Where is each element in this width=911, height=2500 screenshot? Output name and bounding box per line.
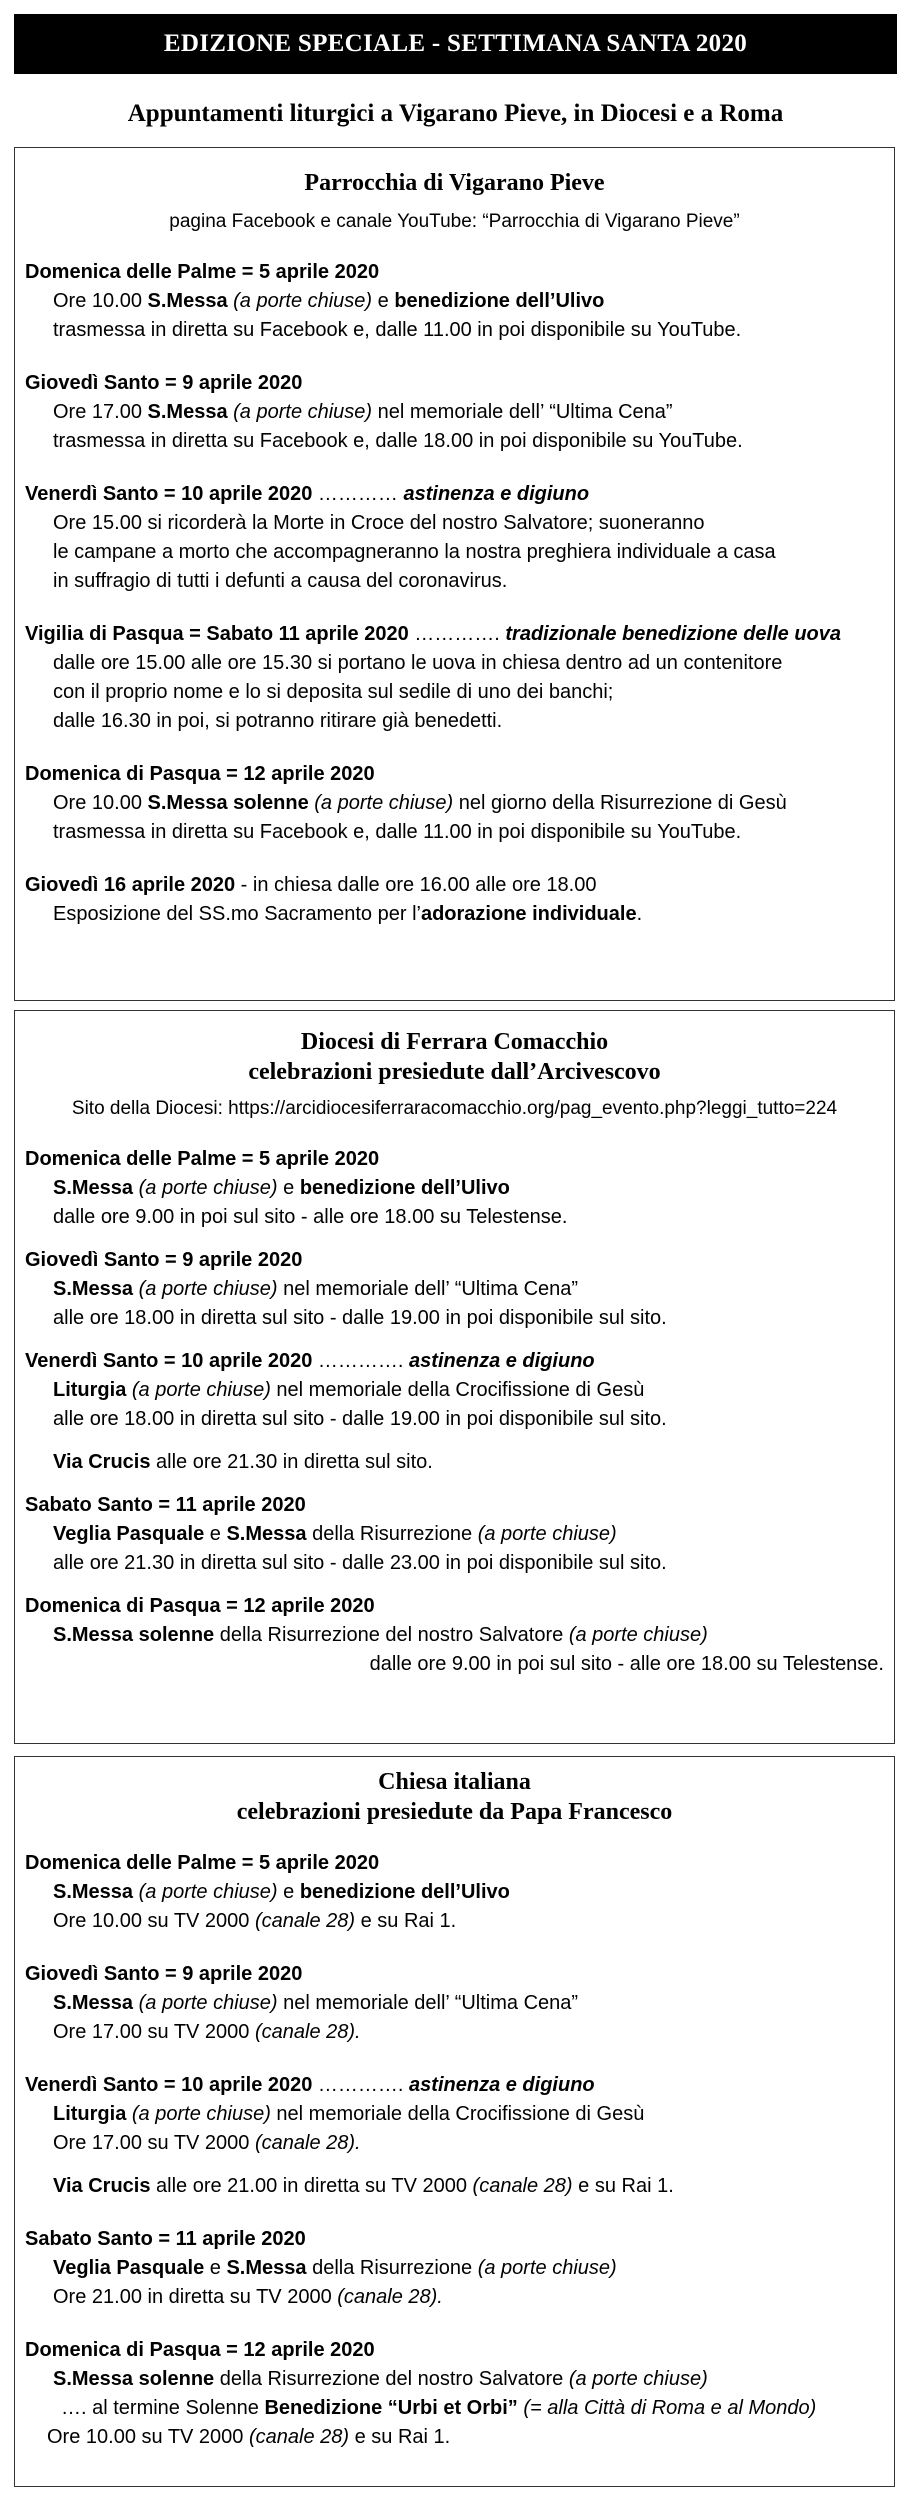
event-date: Venerdì Santo = 10 aprile 2020 …………. astinenza e digiuno	[25, 1350, 595, 1372]
event-detail: S.Messa solenne della Risurrezione del nostro Salvatore (a porte chiuse)	[53, 1624, 708, 1646]
parish-title: Parrocchia di Vigarano Pieve	[304, 170, 605, 196]
parish-event-holy-thursday	[15, 369, 894, 456]
event-date: Venerdì Santo = 10 aprile 2020 …………. astinenza e digiuno	[25, 2074, 595, 2096]
diocese-event-holy-thursday	[15, 1246, 894, 1333]
event-detail: le campane a morto che accompagneranno la nostra preghiera individuale a casa	[53, 541, 776, 563]
event-detail: S.Messa (a porte chiuse) nel memoriale dell’ “Ultima Cena”	[53, 1992, 579, 2014]
pope-event-good-friday	[15, 2071, 894, 2201]
pope-event-easter-sunday	[15, 2336, 894, 2452]
event-date: Giovedì Santo = 9 aprile 2020	[25, 1963, 303, 1985]
event-detail: trasmessa in diretta su Facebook e, dalle 11.00 in poi disponibile su YouTube.	[53, 821, 742, 843]
parish-event-good-friday	[15, 480, 894, 596]
event-detail: Liturgia (a porte chiuse) nel memoriale della Crocifissione di Gesù	[53, 1379, 645, 1401]
event-date: Giovedì Santo = 9 aprile 2020	[25, 1249, 303, 1271]
pope-event-palm-sunday	[15, 1849, 894, 1936]
event-detail: S.Messa (a porte chiuse) nel memoriale dell’ “Ultima Cena”	[53, 1278, 579, 1300]
event-detail: Via Crucis alle ore 21.00 in diretta su TV 2000 (canale 28) e su Rai 1.	[53, 2175, 674, 2197]
event-date: Domenica di Pasqua = 12 aprile 2020	[25, 763, 375, 785]
event-detail: Ore 17.00 su TV 2000 (canale 28).	[53, 2021, 361, 2043]
event-detail: Ore 10.00 su TV 2000 (canale 28) e su Rai 1.	[53, 1910, 457, 1932]
event-detail: Ore 10.00 su TV 2000 (canale 28) e su Rai 1.	[47, 2426, 451, 2448]
event-date: Vigilia di Pasqua = Sabato 11 aprile 2020 …………. tradizionale benedizione delle uova	[25, 623, 842, 645]
event-detail: S.Messa solenne della Risurrezione del nostro Salvatore (a porte chiuse)	[53, 2368, 708, 2390]
event-date: Sabato Santo = 11 aprile 2020	[25, 2228, 306, 2250]
event-detail: Ore 10.00 S.Messa solenne (a porte chiuse) nel giorno della Risurrezione di Gesù	[53, 792, 787, 814]
pope-event-holy-saturday	[15, 2225, 894, 2312]
event-detail: Liturgia (a porte chiuse) nel memoriale della Crocifissione di Gesù	[53, 2103, 645, 2125]
event-detail: S.Messa (a porte chiuse) e benedizione dell’Ulivo	[53, 1177, 510, 1199]
parish-event-easter-sunday	[15, 760, 894, 847]
event-date: Domenica di Pasqua = 12 aprile 2020	[25, 2339, 375, 2361]
parish-section	[14, 147, 895, 1001]
event-date: Domenica delle Palme = 5 aprile 2020	[25, 261, 380, 283]
italian-church-subtitle: celebrazioni presiedute da Papa Francesco	[236, 1799, 673, 1825]
event-detail: S.Messa (a porte chiuse) e benedizione dell’Ulivo	[53, 1881, 510, 1903]
event-date: Domenica delle Palme = 5 aprile 2020	[25, 1852, 380, 1874]
diocese-event-good-friday	[15, 1347, 894, 1477]
italian-church-section	[14, 1756, 895, 2487]
event-detail: alle ore 21.30 in diretta sul sito - dalle 23.00 in poi disponibile sul sito.	[53, 1552, 667, 1574]
event-detail: Ore 10.00 S.Messa (a porte chiuse) e benedizione dell’Ulivo	[53, 290, 605, 312]
diocese-event-palm-sunday	[15, 1145, 894, 1232]
event-date: Domenica di Pasqua = 12 aprile 2020	[25, 1595, 375, 1617]
event-detail: Via Crucis alle ore 21.30 in diretta sul sito.	[53, 1451, 433, 1473]
event-date: Venerdì Santo = 10 aprile 2020 ………… astinenza e digiuno	[25, 483, 590, 505]
banner-text: EDIZIONE SPECIALE - SETTIMANA SANTA 2020	[163, 30, 748, 57]
event-detail: Veglia Pasquale e S.Messa della Risurrezione (a porte chiuse)	[53, 2257, 617, 2279]
event-detail: con il proprio nome e lo si deposita sul sedile di uno dei banchi;	[53, 681, 614, 703]
event-detail: trasmessa in diretta su Facebook e, dalle 11.00 in poi disponibile su YouTube.	[53, 319, 742, 341]
pope-event-holy-thursday	[15, 1960, 894, 2047]
parish-event-easter-vigil	[15, 620, 894, 736]
diocese-event-holy-saturday	[15, 1491, 894, 1578]
diocese-site-note: Sito della Diocesi: https://arcidiocesiferraracomacchio.org/pag_evento.php?leggi_tutto=224	[71, 1098, 838, 1119]
event-detail: Ore 21.00 in diretta su TV 2000 (canale 28).	[53, 2286, 443, 2308]
diocese-title: Diocesi di Ferrara Comacchio	[300, 1029, 609, 1055]
event-date: Giovedì Santo = 9 aprile 2020	[25, 372, 303, 394]
event-detail: Veglia Pasquale e S.Messa della Risurrezione (a porte chiuse)	[53, 1523, 617, 1545]
event-detail: alle ore 18.00 in diretta sul sito - dalle 19.00 in poi disponibile sul sito.	[53, 1307, 667, 1329]
event-date: Sabato Santo = 11 aprile 2020	[25, 1494, 306, 1516]
event-detail: dalle ore 15.00 alle ore 15.30 si portano le uova in chiesa dentro ad un contenitore	[53, 652, 783, 674]
event-detail: trasmessa in diretta su Facebook e, dalle 18.00 in poi disponibile su YouTube.	[53, 430, 743, 452]
event-detail: dalle ore 9.00 in poi sul sito - alle ore 18.00 su Telestense.	[53, 1206, 568, 1228]
event-detail: Esposizione del SS.mo Sacramento per l’adorazione individuale.	[53, 903, 643, 925]
parish-event-palm-sunday	[15, 258, 894, 345]
diocese-subtitle: celebrazioni presiedute dall’Arcivescovo	[248, 1059, 661, 1085]
event-detail: alle ore 18.00 in diretta sul sito - dalle 19.00 in poi disponibile sul sito.	[53, 1408, 667, 1430]
event-date: Giovedì 16 aprile 2020 - in chiesa dalle ore 16.00 alle ore 18.00	[25, 874, 597, 896]
event-detail: Ore 17.00 S.Messa (a porte chiuse) nel memoriale dell’ “Ultima Cena”	[53, 401, 673, 423]
event-date: Domenica delle Palme = 5 aprile 2020	[25, 1148, 380, 1170]
parish-social-note: pagina Facebook e canale YouTube: “Parrocchia di Vigarano Pieve”	[169, 211, 740, 232]
diocese-section	[14, 1010, 895, 1744]
event-detail: Ore 15.00 si ricorderà la Morte in Croce del nostro Salvatore; suoneranno	[53, 512, 705, 534]
italian-church-title: Chiesa italiana	[378, 1769, 531, 1795]
page-subtitle: Appuntamenti liturgici a Vigarano Pieve, in Diocesi e a Roma	[127, 100, 784, 127]
event-detail: in suffragio di tutti i defunti a causa del coronavirus.	[53, 570, 508, 592]
parish-event-adoration	[15, 871, 894, 929]
event-detail: Ore 17.00 su TV 2000 (canale 28).	[53, 2132, 361, 2154]
diocese-event-easter-sunday	[15, 1592, 894, 1679]
special-edition-banner	[14, 14, 897, 74]
event-detail: dalle ore 9.00 in poi sul sito - alle ore 18.00 su Telestense.	[369, 1653, 884, 1675]
event-detail: dalle 16.30 in poi, si potranno ritirare già benedetti.	[53, 710, 503, 732]
event-detail: …. al termine Solenne Benedizione “Urbi et Orbi” (= alla Città di Roma e al Mondo)	[61, 2397, 817, 2419]
